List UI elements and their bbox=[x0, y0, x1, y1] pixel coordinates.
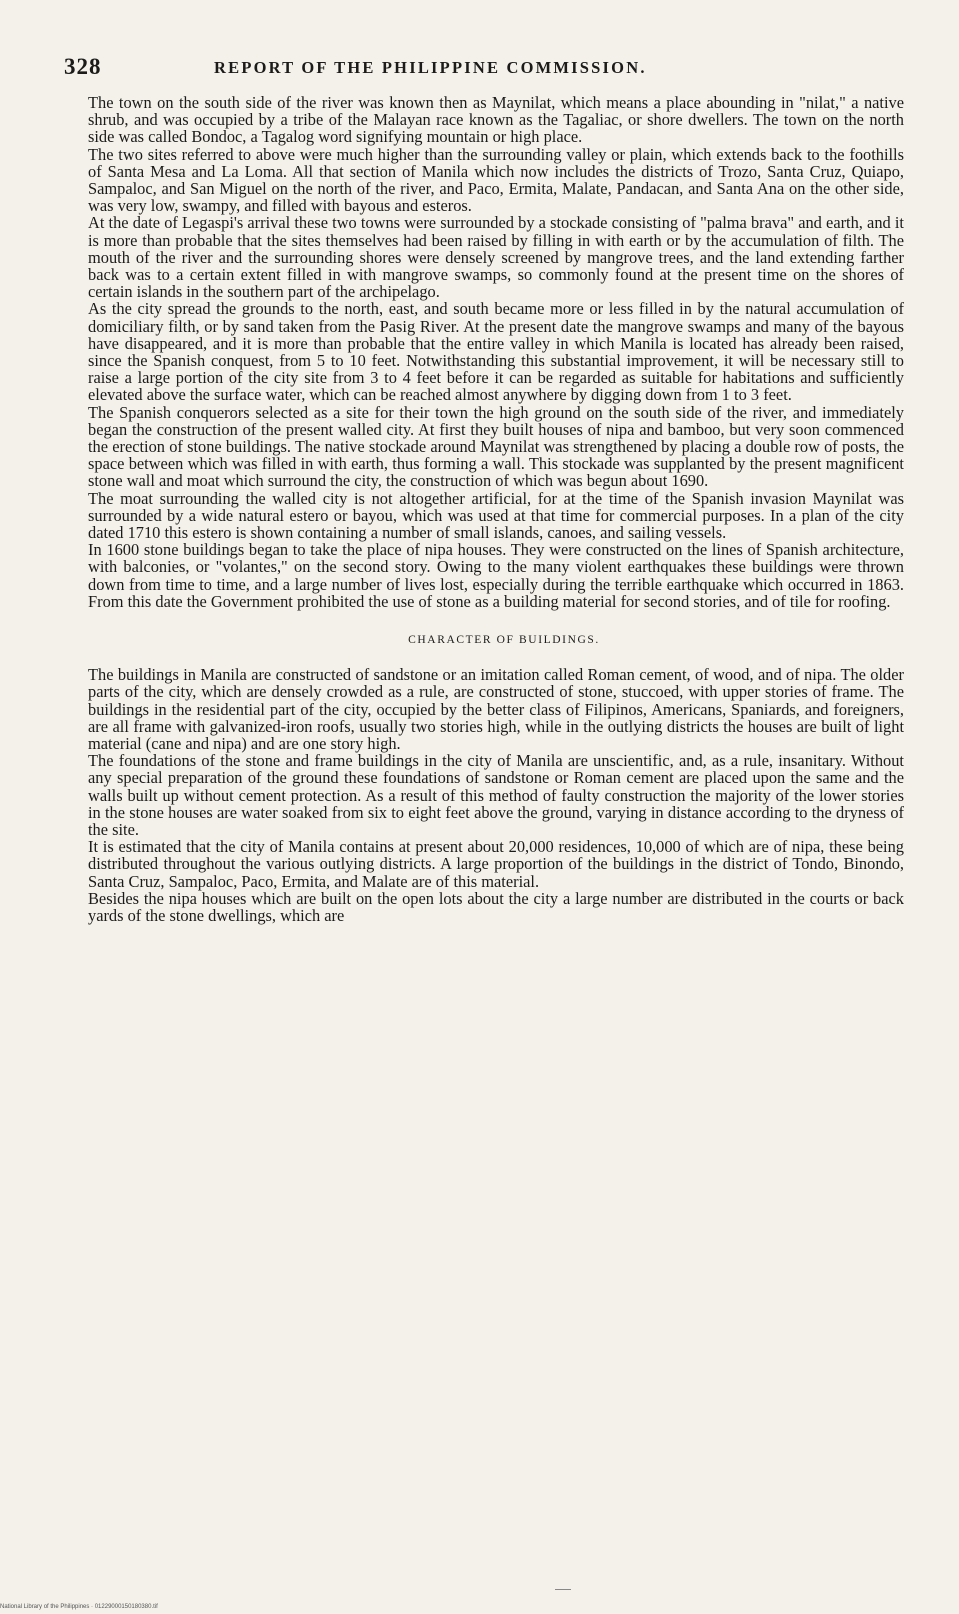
paragraph: The two sites referred to above were much higher than the surrounding valley or plain, which extends back to the foothills of Santa Mesa and La Loma. All that section of Manila which now includes the districts of Trozo, Santa Cruz, Quiapo, Sampaloc, and San Miguel on the north of the river, and Paco, Ermita, Malate, Pandacan, and Santa Ana on the other side, was very low, swampy, and filled with bayous and esteros. bbox=[88, 144, 904, 216]
paragraph: The town on the south side of the river was known then as Maynilat, which means a place abounding in "nilat," a native shrub, and was occupied by a tribe of the Malayan race known as the Tagaliac, or shore dwellers. The town on the north side was called Bondoc, a Tagalog word signifying mountain or high place. bbox=[88, 93, 904, 147]
scan-footer-mark: National Library of the Philippines · 01229000150180380.tif bbox=[0, 1604, 158, 1610]
paragraph: As the city spread the grounds to the north, east, and south became more or less filled in by the natural accumulation of domiciliary filth, or by sand taken from the Pasig River. At the present date the mangrove swamps and many of the bayous have disappeared, and it is more than probable that the entire valley in which Manila is located has already been raised, since the Spanish conquest, from 5 to 10 feet. Notwithstanding this substantial improvement, it will be necessary still to raise a large portion of the city site from 3 to 4 feet before it can be regarded as suitable for habitations and sufficiently elevated above the surface water, which can be reached almost anywhere by digging down from 1 to 3 feet. bbox=[88, 299, 904, 405]
running-head bbox=[64, 54, 904, 94]
paragraph: The Spanish conquerors selected as a site for their town the high ground on the south side of the river, and immediately began the construction of the present walled city. At first they built houses of nipa and bamboo, but very soon commenced the erection of stone buildings. The native stockade around Maynilat was strengthened by placing a double row of posts, the space between which was filled in with earth, thus forming a wall. This stockade was supplanted by the present magnificent stone wall and moat which surround the city, the construction of which was begun about 1690. bbox=[88, 402, 904, 491]
paragraph: In 1600 stone buildings began to take the place of nipa houses. They were constructed on the lines of Spanish architecture, with balconies, or "volantes," on the second story. Owing to the many violent earthquakes these buildings were thrown down from time to time, and a large number of lives lost, especially during the terrible earthquake which occurred in 1863. From this date the Government prohibited the use of stone as a building material for second stories, and of tile for roofing. bbox=[88, 540, 904, 611]
section-heading: CHARACTER OF BUILDINGS. bbox=[408, 634, 600, 647]
document-page bbox=[64, 54, 904, 924]
paragraph: The buildings in Manila are constructed of sandstone or an imitation called Roman cement, of wood, and of nipa. The older parts of the city, which are densely crowded as a rule, are constructed of stone, stuccoed, with upper stories of frame. The buildings in the residential part of the city, occupied by the better class of Filipinos, Americans, Spaniards, and foreigners, are all frame with galvanized-iron roofs, usually two stories high, while in the outlying districts the houses are built of light material (cane and nipa) and are one story high. bbox=[88, 665, 904, 753]
page-number: 328 bbox=[64, 54, 102, 79]
header-title: REPORT OF THE PHILIPPINE COMMISSION. bbox=[214, 58, 647, 77]
paragraph: At the date of Legaspi's arrival these two towns were surrounded by a stockade consisting of "palma brava" and earth, and it is more than probable that the sites themselves had been raised by filling in with earth or by the accumulation of filth. The mouth of the river and the surrounding shores were densely screened by mangrove trees, and the land extending farther back was to a certain extent filled in with mangrove swamps, so commonly found at the present time on the shores of certain islands in the southern part of the archipelago. bbox=[88, 213, 904, 302]
page-mark-dash bbox=[555, 1589, 571, 1590]
paragraph: It is estimated that the city of Manila contains at present about 20,000 residences, 10,000 of which are of nipa, these being distributed throughout the various outlying districts. A large proportion of the buildings in the district of Tondo, Binondo, Santa Cruz, Sampaloc, Paco, Ermita, and Malate are of this material. bbox=[88, 837, 904, 891]
paragraph: Besides the nipa houses which are built on the open lots about the city a large number are distributed in the courts or back yards of the stone dwellings, which are bbox=[88, 888, 904, 925]
body-text-top bbox=[64, 94, 904, 610]
body-text-bottom bbox=[64, 666, 904, 924]
paragraph: The moat surrounding the walled city is not altogether artificial, for at the time of the Spanish invasion Maynilat was surrounded by a wide natural estero or bayou, which was used at that time for commercial purposes. In a plan of the city dated 1710 this estero is shown containing a number of small islands, canoes, and sailing vessels. bbox=[88, 488, 904, 543]
paragraph: The foundations of the stone and frame buildings in the city of Manila are unscientific, and, as a rule, insanitary. Without any special preparation of the ground these foundations of sandstone or Roman cement are placed upon the same and the walls built up without cement protection. As a result of this method of faulty construction the majority of the lower stories in the stone houses are water soaked from six to eight feet above the ground, varying in distance according to the dryness of the site. bbox=[88, 751, 904, 839]
